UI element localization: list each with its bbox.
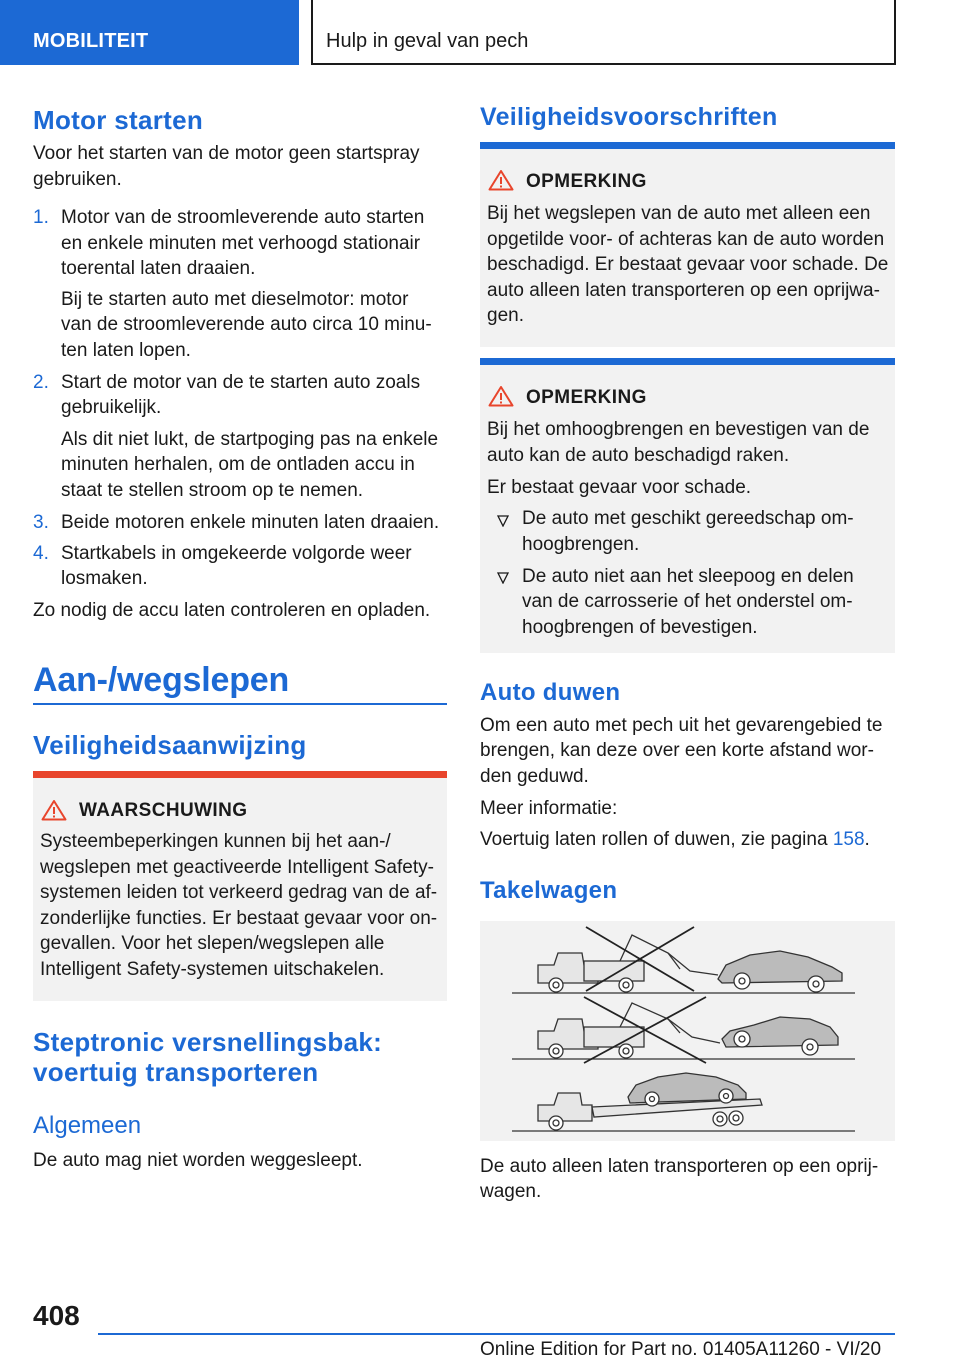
step-4-line-1: Startkabels in omgekeerde volgorde weer xyxy=(61,543,412,564)
section-tab xyxy=(0,0,299,65)
warning-line-3: systemen leiden tot verkeerd gedrag van de af- xyxy=(40,882,438,903)
step-2-extra-3: staat te stellen stroom op te nemen. xyxy=(61,480,364,501)
motor-outro: Zo nodig de accu laten controleren en opladen. xyxy=(33,600,431,621)
triangle-bullet-icon xyxy=(497,515,509,527)
step-4-number: 4. xyxy=(33,543,49,564)
note-bar-1 xyxy=(480,142,895,149)
tow-line-2: wagen. xyxy=(480,1181,542,1202)
towed-car-1 xyxy=(718,951,842,992)
footer-rule xyxy=(98,1333,895,1335)
warning-triangle-icon xyxy=(488,169,514,191)
step-1-extra-2: van de stroomleverende auto circa 10 minu- xyxy=(61,314,432,335)
push-line-3: den geduwd. xyxy=(480,766,589,787)
step-2-number: 2. xyxy=(33,372,49,393)
tow-truck-2 xyxy=(538,1003,720,1058)
note-bar-2 xyxy=(480,358,895,365)
motor-title: Motor starten xyxy=(33,105,204,135)
step-4-line-2: losmaken. xyxy=(61,568,148,589)
step-1-number: 1. xyxy=(33,207,49,228)
warning-triangle-icon xyxy=(41,799,67,821)
reference-text: Voertuig laten rollen of duwen, zie pagina xyxy=(480,829,833,850)
reference-dot: . xyxy=(864,829,870,850)
step-1-line-2: en enkele minuten met verhoogd stationair xyxy=(61,233,421,254)
note-2-title: OPMERKING xyxy=(526,387,647,408)
towing-rule xyxy=(33,703,447,705)
general-text: De auto mag niet worden weggesleept. xyxy=(33,1150,363,1171)
note-1-title: OPMERKING xyxy=(526,171,647,192)
bullet-2-line-3: hoogbrengen of bevestigen. xyxy=(522,617,758,638)
transported-car xyxy=(628,1073,746,1106)
bullet-1-line-1: De auto met geschikt gereedschap om- xyxy=(522,508,854,529)
general-title: Algemeen xyxy=(33,1112,142,1139)
steptronic-title-line-1: Steptronic versnellingsbak: xyxy=(33,1027,383,1057)
warning-triangle-icon xyxy=(488,385,514,407)
triangle-bullet-icon xyxy=(497,572,509,584)
chapter-tab xyxy=(311,0,896,65)
warning-line-6: Intelligent Safety-systemen uitschakelen. xyxy=(40,959,385,980)
note-1-line-1: Bij het wegslepen van de auto met alleen een xyxy=(487,203,871,224)
note-1-line-2: opgetilde voor- of achteras kan de auto worden xyxy=(487,229,885,250)
more-info: Meer informatie: xyxy=(480,798,618,819)
note-2-line-3: Er bestaat gevaar voor schade. xyxy=(487,477,752,498)
push-title: Auto duwen xyxy=(480,679,621,706)
warning-line-4: zonderlijke functies. Er bestaat gevaar voor on- xyxy=(40,908,438,929)
step-3-number: 3. xyxy=(33,512,49,533)
warning-box xyxy=(33,771,447,1001)
step-2-extra-1: Als dit niet lukt, de startpoging pas na enkele xyxy=(61,429,439,450)
steptronic-title-line-2: voertuig transporteren xyxy=(33,1057,319,1087)
warning-line-5: gevallen. Voor het slepen/wegslepen alle xyxy=(40,933,385,954)
step-2-line-1: Start de motor van de te starten auto zoals xyxy=(61,372,421,393)
warning-line-2: wegslepen met geactiveerde Intelligent Safety- xyxy=(40,857,434,878)
step-2-extra-2: minuten herhalen, om de ontladen accu in xyxy=(61,454,415,475)
page-number: 408 xyxy=(33,1300,80,1331)
towed-car-2 xyxy=(722,1017,838,1055)
rules-title: Veiligheidsvoorschriften xyxy=(480,103,778,131)
tow-line-1: De auto alleen laten transporteren op een oprij- xyxy=(480,1156,879,1177)
chapter-label: Hulp in geval van pech xyxy=(326,30,529,52)
step-1-line-3: toerental laten draaien. xyxy=(61,258,256,279)
step-3-line-1: Beide motoren enkele minuten laten draaien. xyxy=(61,512,440,533)
page-reference xyxy=(480,827,870,853)
step-1-extra-1: Bij te starten auto met dieselmotor: motor xyxy=(61,289,409,310)
reference-page-link[interactable]: 158 xyxy=(832,829,865,850)
note-2-line-1: Bij het omhoogbrengen en bevestigen van de xyxy=(487,419,870,440)
tow-truck-1 xyxy=(538,935,718,992)
motor-intro: Voor het starten van de motor geen startspray gebruiken. xyxy=(33,143,420,190)
bullet-2-line-1: De auto niet aan het sleepoog en delen xyxy=(522,566,854,587)
note-1-line-5: gen. xyxy=(487,305,524,326)
bullet-1-line-2: hoogbrengen. xyxy=(522,534,640,555)
note-1-line-3: beschadigd. Er bestaat gevaar voor schade. De xyxy=(487,254,889,275)
towing-title: Aan-/wegslepen xyxy=(33,661,290,699)
note-2-line-2: auto kan de auto beschadigd raken. xyxy=(487,445,790,466)
section-label: MOBILITEIT xyxy=(33,30,149,52)
push-line-1: Om een auto met pech uit het gevarengebied te xyxy=(480,715,883,736)
step-2-line-2: gebruikelijk. xyxy=(61,397,162,418)
note-box-1 xyxy=(480,142,895,347)
warning-title: WAARSCHUWING xyxy=(79,800,248,821)
edition-info: Online Edition for Part no. 01405A11260 - VI/20 xyxy=(480,1339,882,1360)
step-1-line-1: Motor van de stroomleverende auto starten xyxy=(61,207,425,228)
warning-line-1: Systeembeperkingen kunnen bij het aan-/ xyxy=(40,831,391,852)
safety-title: Veiligheidsaanwijzing xyxy=(33,730,307,760)
warning-bar xyxy=(33,771,447,778)
note-1-line-4: auto alleen laten transporteren op een oprijwa- xyxy=(487,280,880,301)
step-1-extra-3: ten laten lopen. xyxy=(61,340,191,361)
bullet-2-line-2: van de carrosserie of het onderstel om- xyxy=(522,591,853,612)
tow-truck-illustration xyxy=(480,921,895,1141)
tow-title: Takelwagen xyxy=(480,877,618,904)
push-line-2: brengen, kan deze over een korte afstand wor- xyxy=(480,740,874,761)
tow-truck-drawing xyxy=(480,921,895,1141)
note-box-2 xyxy=(480,358,895,653)
